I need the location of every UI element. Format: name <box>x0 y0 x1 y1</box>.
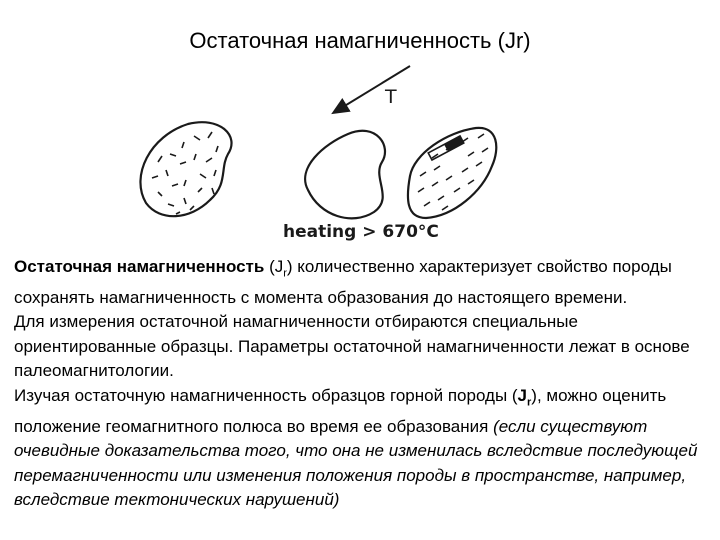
paragraph-measurement: Для измерения остаточной намагниченности отбираются специальные ориентированные образцы. Параметры остаточной намагниченности лежат в основе палеомагнитологии. <box>14 312 690 381</box>
pole-text-after: ), можно оценить положение геомагнитного полюса во время ее образования <box>14 385 667 436</box>
figure-drawing <box>128 58 500 248</box>
field-arrow-label: T <box>385 86 397 108</box>
jr-subscript: r <box>283 267 287 280</box>
paragraph-definition <box>14 255 714 310</box>
magnetization-figure <box>128 58 500 248</box>
heated-sample-outline <box>305 131 385 219</box>
jr-open: (J <box>264 257 284 276</box>
body-text <box>14 255 714 513</box>
page-title: Остаточная намагниченность (Jr) <box>189 28 531 53</box>
definition-rest: ) количественно характеризует свойство породы сохранять намагниченность с момента образования до настоящего времени. <box>14 257 672 307</box>
pole-italic-note: (если существуют очевидные доказательства того, что она не изменилась вследствие последующей перемагниченности или изменения положения породы в пространстве, например, вследствие тектонических нарушений) <box>14 416 698 510</box>
field-arrow <box>338 66 410 110</box>
pole-text-before: Изучая остаточную намагниченность образцов горной породы ( <box>14 385 518 405</box>
jr-symbol: J <box>517 385 528 405</box>
paragraph-pole <box>14 384 714 513</box>
heating-caption: heating > 670°C <box>283 222 439 242</box>
term-bold: Остаточная намагниченность <box>14 257 265 276</box>
jr-symbol-subscript: r <box>527 396 532 409</box>
